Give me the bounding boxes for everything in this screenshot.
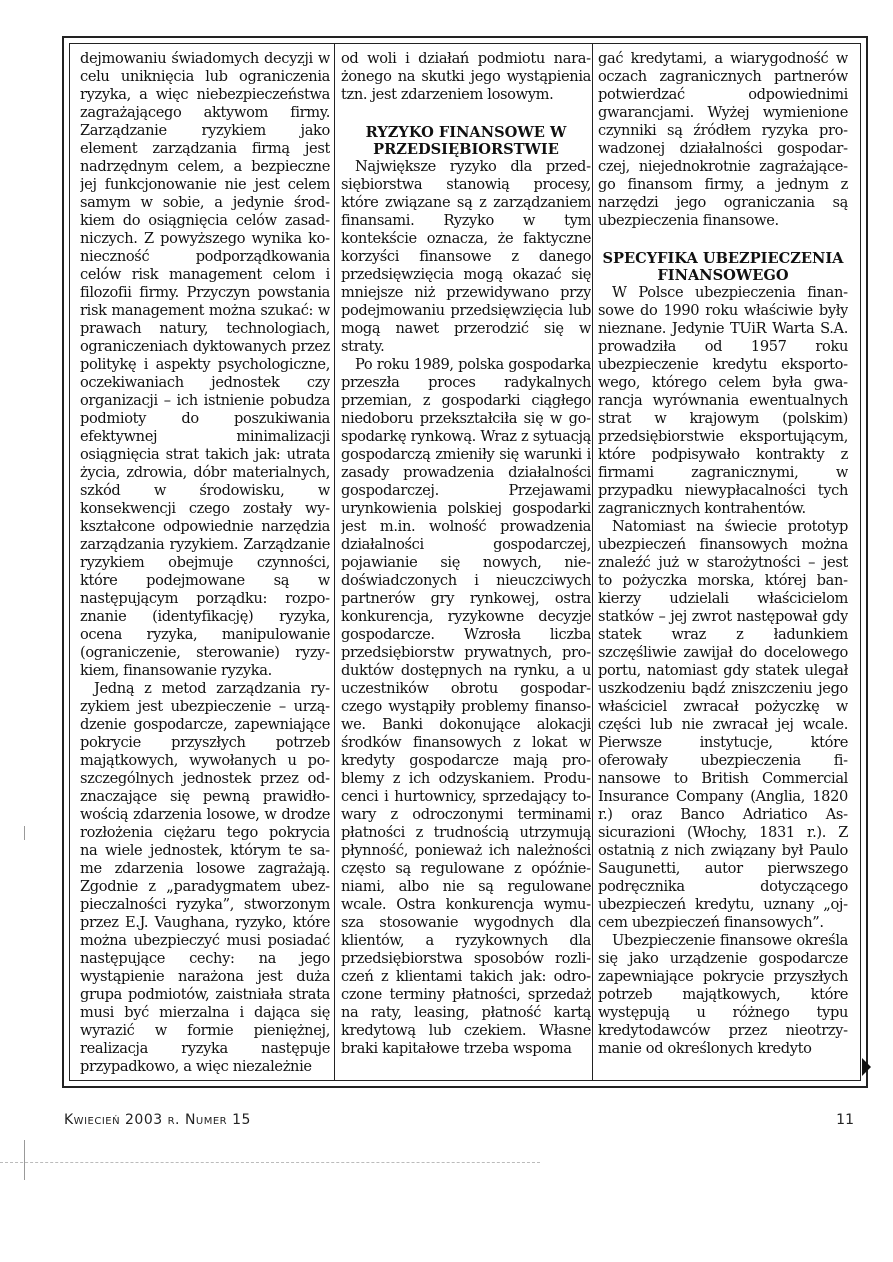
paragraph: Jedną z metod zarządzania ryzykiem jest ubezpieczenie – urządzenie gospodarcze, zapewniające pokrycie przyszłych potrzeb majątkowych, wywołanych u poszczególnych jednostek przez odznaczające się pewną prawidłowością zdarzenia losowe, w drodze rozłożenia ciężaru tego pokrycia na wiele jednostek, którym te same zdarzenia losowe zagrażają. Zgodnie z „paradygmatem ubezpieczalności ryzyka”, stworzonym przez E.J. Vaughana, ryzyko, które można ubezpieczyć musi posiadać następujące cechy: na jego wystąpienie narażona jest duża grupa podmiotów, zaistniała strata musi być mierzalna i dająca się wyrazić w formie pieniężnej, realizacja ryzyka następuje przypadkowo, a więc niezależnie <box>80 680 330 1075</box>
column-3 <box>598 50 848 1082</box>
paragraph: Największe ryzyko dla przedsiębiorstwa stanowią procesy, które związane są z zarządzaniem finansami. Ryzyko w tym kontekście oznacza, że faktyczne korzyści finansowe z danego przedsięwzięcia mogą okazać się mniejsze niż przewidywano przy podejmowaniu przedsięwzięcia lub mogą nawet przerodzić się w straty. <box>341 158 591 355</box>
column-divider <box>592 43 593 1081</box>
paragraph: gać kredytami, a wiarygodność w oczach zagranicznych partnerów potwierdzać odpowiednimi gwarancjami. Wyżej wymienione czynniki są źródłem ryzyka prowadzonej działalności gospodarczej, niejednokrotnie zagrażającego finansom firmy, a jednym z narzędzi jego ograniczania są ubezpieczenia finansowe. <box>598 50 848 229</box>
section-heading: SPECYFIKA UBEZPIECZENIA FINANSOWEGO <box>602 250 844 284</box>
column-2 <box>341 50 591 1082</box>
scan-mark <box>24 826 25 840</box>
column-1 <box>80 50 330 1082</box>
issue-label: Kwiecień 2003 r. Numer 15 <box>64 1112 251 1128</box>
column-divider <box>334 43 335 1081</box>
page-footer <box>64 1112 854 1132</box>
paragraph: od woli i działań podmiotu narażonego na skutki jego wystąpienia tzn. jest zdarzeniem losowym. <box>341 50 591 103</box>
paragraph: dejmowaniu świadomych decyzji w celu uniknięcia lub ograniczenia ryzyka, a więc niebezpieczeństwa zagrażającego aktywom firmy. Zarządzanie ryzykiem jako element zarządzania firmą jest nadrzędnym celem, a bezpieczne jej funkcjonowanie nie jest celem samym w sobie, a jedynie środkiem do osiągnięcia celów zasadniczych. Z powyższego wynika konieczność podporządkowania celów risk management celom i filozofii firmy. Przyczyn powstania risk management można szukać: w prawach natury, technologiach, ograniczeniach dyktowanych przez politykę i aspekty psychologiczne, oczekiwaniach jednostek czy organizacji – ich istnienie pobudza podmioty do poszukiwania efektywnej minimalizacji osiągnięcia strat takich jak: utrata życia, zdrowia, dóbr materialnych, szkód w środowisku, w konsekwencji czego zostały wykształcone odpowiednie narzędzia zarządzania ryzykiem. Zarządzanie ryzykiem obejmuje czynności, które podejmowane są w następującym porządku: rozpoznanie (identyfikację) ryzyka, ocena ryzyka, manipulowanie (ograniczenie, sterowanie) ryzykiem, finansowanie ryzyka. <box>80 50 330 679</box>
scan-mark <box>24 1140 25 1180</box>
continue-arrow-icon <box>862 1058 871 1076</box>
paragraph: Ubezpieczenie finansowe określa się jako urządzenie gospodarcze zapewniające pokrycie przyszłych potrzeb majątkowych, które występują u różnego typu kredytodawców przez nieotrzymanie od określonych kredyto <box>598 932 848 1057</box>
paragraph: W Polsce ubezpieczenia finansowe do 1990 roku właściwie były nieznane. Jedynie TUiR Warta S.A. prowadziła od 1957 roku ubezpieczenie kredytu eksportowego, którego celem była gwarancja wyrównania ewentualnych strat w krajowym (polskim) przedsiębiorstwie eksportującym, które podpisywało kontrakty z firmami zagranicznymi, w przypadku niewypłacalności tych zagranicznych kontrahentów. <box>598 284 848 517</box>
section-heading: RYZYKO FINANSOWE W PRZEDSIĘBIORSTWIE <box>365 124 567 158</box>
scan-artifact-line <box>0 1162 540 1163</box>
paragraph: Natomiast na świecie prototyp ubezpieczeń finansowych można znaleźć już w starożytności – jest to pożyczka morska, której bankierzy udzielali właścicielom statków – jej zwrot następował gdy statek wraz z ładunkiem szczęśliwie zawijał do docelowego portu, natomiast gdy statek ulegał uszkodzeniu bądź zniszczeniu jego właściciel zwracał pożyczkę w części lub nie zwracał jej wcale. Pierwsze instytucje, które oferowały ubezpieczenia finansowe to British Commercial Insurance Company (Anglia, 1820 r.) oraz Banco Adriatico Assicurazioni (Włochy, 1831 r.). Z ostatnią z nich związany był Paulo Saugunetti, autor pierwszego podręcznika dotyczącego ubezpieczeń kredytu, uznany „ojcem ubezpieczeń finansowych”. <box>598 518 848 931</box>
paragraph: Po roku 1989, polska gospodarka przeszła proces radykalnych przemian, z gospodarki ciągłego niedoboru przekształciła się w gospodarkę rynkową. Wraz z sytuacją gospodarczą zmieniły się warunki i zasady prowadzenia działalności gospodarczej. Przejawami urynkowienia polskiej gospodarki jest m.in. wolność prowadzenia działalności gospodarczej, pojawianie się nowych, niedoświadczonych i nieuczciwych partnerów gry rynkowej, ostra konkurencja, ryzykowne decyzje gospodarcze. Wzrosła liczba przedsiębiorstw prywatnych, produktów dostępnych na rynku, a u uczestników obrotu gospodarczego wystąpiły problemy finansowe. Banki dokonujące alokacji środków finansowych z lokat w kredyty gospodarcze mają problemy z ich odzyskaniem. Producenci i hurtownicy, sprzedający towary z odroczonymi terminami płatności z trudnością utrzymują płynność, ponieważ ich należności często są regulowane z opóźnieniami, albo nie są regulowane wcale. Ostra konkurencja wymusza stosowanie wygodnych dla klientów, a ryzykownych dla przedsiębiorstwa sposobów rozliczeń z klientami takich jak: odroczone terminy płatności, sprzedaż na raty, leasing, płatność kartą kredytową lub czekiem. Własne braki kapitałowe trzeba wspoma <box>341 356 591 1057</box>
page-number: 11 <box>836 1112 854 1128</box>
